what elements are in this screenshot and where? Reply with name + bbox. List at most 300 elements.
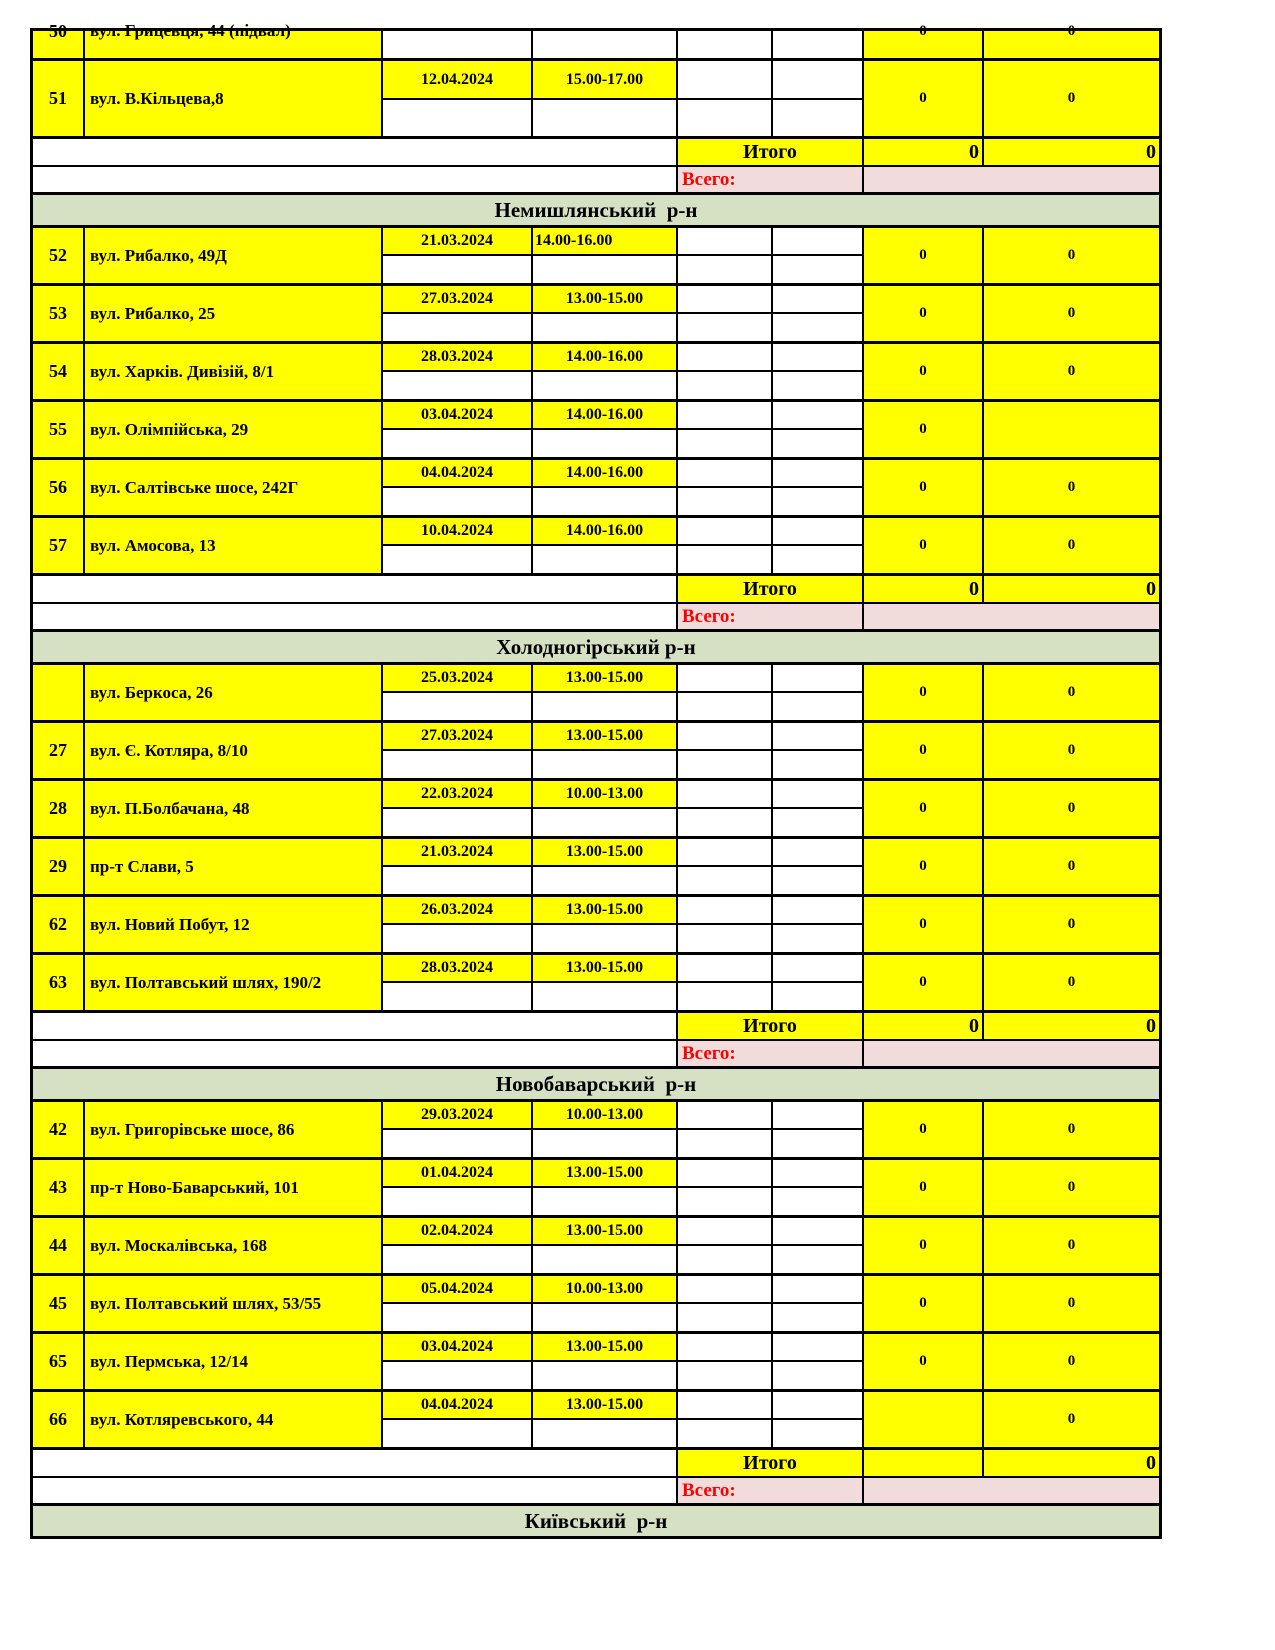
date-cell-value: 28.03.2024 [383, 344, 531, 372]
time-cell-value: 13.00-15.00 [533, 286, 676, 314]
table-row [33, 897, 1159, 955]
blank-cell [773, 61, 864, 136]
blank-cell-value [773, 955, 862, 983]
row-number-cell: 44 [33, 1218, 85, 1273]
count-cell: 0 [864, 723, 984, 778]
count-cell: 0 [864, 61, 984, 136]
blank-cell [773, 1218, 864, 1273]
blank-cell-value [773, 897, 862, 925]
blank-cell [773, 839, 864, 894]
date-cell-value: 12.04.2024 [383, 61, 531, 100]
vsego-value-cell [864, 604, 1159, 629]
blank-cell [773, 781, 864, 836]
blank-cell [773, 1392, 864, 1447]
time-cell [533, 286, 678, 341]
count-cell: 0 [864, 1102, 984, 1157]
time-cell [533, 402, 678, 457]
count-cell: 0 [984, 897, 1159, 952]
itogo-value: 0 [864, 139, 984, 165]
blank-cell [678, 723, 773, 778]
blank-cell-empty [678, 488, 771, 515]
count-cell: 0 [984, 665, 1159, 720]
blank-cell [773, 518, 864, 573]
address-cell-text: вул. Грицевця, 44 (підвал) [90, 21, 291, 40]
blank-cell-value [678, 781, 771, 809]
date-cell-value: 26.03.2024 [383, 897, 531, 925]
blank-cell-value [773, 228, 862, 256]
table-row [33, 1160, 1159, 1218]
blank-cell-value [678, 723, 771, 751]
blank-cell-value [678, 286, 771, 314]
vsego-label: Всего: [678, 167, 864, 192]
blank-cell-value [678, 1102, 771, 1130]
address-cell: вул. Новий Побут, 12 [85, 897, 383, 952]
blank-cell-value [678, 839, 771, 867]
vsego-row [33, 1041, 1159, 1069]
district-header: Новобаварський р-н [33, 1069, 1159, 1099]
count-cell: 0 [864, 955, 984, 1010]
time-cell-empty [533, 983, 676, 1010]
vsego-value-cell [864, 167, 1159, 192]
date-cell [383, 665, 533, 720]
time-cell-empty [533, 1420, 676, 1447]
itogo-value: 0 [864, 1013, 984, 1039]
date-cell-value: 04.04.2024 [383, 460, 531, 488]
address-cell: вул. Рибалко, 49Д [85, 228, 383, 283]
blank-cell [773, 344, 864, 399]
blank-cell [678, 897, 773, 952]
itogo-value: 0 [864, 576, 984, 602]
time-cell-value: 15.00-17.00 [533, 61, 676, 100]
blank-cell-empty [773, 1130, 862, 1157]
itogo-label: Итого [678, 139, 864, 165]
district-header-row [33, 195, 1159, 228]
time-cell [533, 1218, 678, 1273]
count-cell: 0 [984, 839, 1159, 894]
blank-cell [773, 228, 864, 283]
date-cell-empty [383, 1246, 531, 1273]
blank-cell-value [678, 61, 771, 100]
time-cell-empty [533, 430, 676, 457]
itogo-value [864, 1450, 984, 1476]
blank-cell-value [773, 1160, 862, 1188]
blank-cell-empty [678, 430, 771, 457]
district-header: Київський р-н [33, 1506, 1159, 1536]
blank-cell-value [678, 1218, 771, 1246]
blank-cell-empty [773, 1188, 862, 1215]
time-cell [533, 344, 678, 399]
blank-cell-empty [773, 100, 862, 136]
count-cell [864, 1392, 984, 1447]
time-cell [533, 955, 678, 1010]
count-cell: 0 [984, 1160, 1159, 1215]
blank-cell-value [773, 781, 862, 809]
blank-cell-value [678, 897, 771, 925]
count-cell: 0 [984, 286, 1159, 341]
vsego-value-cell [864, 1478, 1159, 1503]
address-cell: вул. Полтавський шлях, 53/55 [85, 1276, 383, 1331]
table-row [33, 61, 1159, 139]
table-row [33, 665, 1159, 723]
date-cell [383, 518, 533, 573]
blank-cell-value [678, 1160, 771, 1188]
time-cell [533, 665, 678, 720]
count-cell: 0 [984, 518, 1159, 573]
date-cell-empty [383, 100, 531, 136]
date-cell-empty [383, 430, 531, 457]
blank-cell-empty [773, 925, 862, 952]
date-cell [383, 955, 533, 1010]
blank-cell-value [678, 665, 771, 693]
blank-cell-empty [678, 1420, 771, 1447]
blank-cell-value [678, 1334, 771, 1362]
date-cell-empty [383, 256, 531, 283]
count-cell: 0 [984, 781, 1159, 836]
vsego-row [33, 1478, 1159, 1506]
itogo-label: Итого [678, 1013, 864, 1039]
vsego-blank-cell [33, 1041, 678, 1066]
count-cell: 0 [984, 61, 1159, 136]
table-row [33, 228, 1159, 286]
vsego-value-cell [864, 1041, 1159, 1066]
district-header-row [33, 1506, 1159, 1539]
row-number-cell: 45 [33, 1276, 85, 1331]
time-cell-empty [533, 256, 676, 283]
blank-cell-empty [678, 100, 771, 136]
row-number-cell: 29 [33, 839, 85, 894]
time-cell-empty [533, 1304, 676, 1331]
date-cell-value: 03.04.2024 [383, 402, 531, 430]
itogo-value: 0 [984, 139, 1159, 165]
date-cell-empty [383, 751, 531, 778]
time-cell-value: 13.00-15.00 [533, 1218, 676, 1246]
blank-cell-value [773, 1218, 862, 1246]
row-number-cell: 51 [33, 61, 85, 136]
time-cell [533, 61, 678, 136]
itogo-row [33, 139, 1159, 167]
date-cell-value: 10.04.2024 [383, 518, 531, 546]
table-row [33, 1102, 1159, 1160]
date-cell-value: 05.04.2024 [383, 1276, 531, 1304]
address-cell: вул. Рибалко, 25 [85, 286, 383, 341]
table-row [33, 839, 1159, 897]
blank-cell [678, 1392, 773, 1447]
count-cell: 0 [864, 1218, 984, 1273]
vsego-blank-cell [33, 604, 678, 629]
blank-cell-value [678, 460, 771, 488]
blank-cell [773, 1334, 864, 1389]
date-cell [383, 1392, 533, 1447]
district-header-row [33, 632, 1159, 665]
vsego-label: Всего: [678, 1041, 864, 1066]
address-cell: пр-т Ново-Баварський, 101 [85, 1160, 383, 1215]
time-cell-empty [533, 546, 676, 573]
date-cell-value: 22.03.2024 [383, 781, 531, 809]
row-number-cell: 42 [33, 1102, 85, 1157]
blank-cell [678, 518, 773, 573]
blank-cell-value [678, 1392, 771, 1420]
blank-cell-value [773, 839, 862, 867]
count-cell: 0 [984, 460, 1159, 515]
blank-cell-empty [773, 372, 862, 399]
row-number-cell-text: 50 [49, 21, 67, 41]
date-cell-empty [383, 488, 531, 515]
address-cell: вул. Салтівське шосе, 242Г [85, 460, 383, 515]
blank-cell-empty [678, 256, 771, 283]
count-cell: 0 [864, 228, 984, 283]
blank-cell-empty [773, 1246, 862, 1273]
blank-cell [678, 1102, 773, 1157]
vsego-blank-cell [33, 167, 678, 192]
itogo-value: 0 [984, 576, 1159, 602]
count-cell: 0 [864, 518, 984, 573]
blank-cell-empty [773, 751, 862, 778]
table-row [33, 723, 1159, 781]
address-cell: вул. В.Кільцева,8 [85, 61, 383, 136]
date-cell [383, 1102, 533, 1157]
date-cell [383, 1334, 533, 1389]
count-cell: 0 [984, 1218, 1159, 1273]
date-cell-empty [383, 1304, 531, 1331]
blank-cell [773, 402, 864, 457]
vsego-label: Всего: [678, 1478, 864, 1503]
date-cell-empty [383, 1188, 531, 1215]
date-cell-value: 21.03.2024 [383, 228, 531, 256]
address-cell: вул. Москалівська, 168 [85, 1218, 383, 1273]
date-cell-empty [383, 809, 531, 836]
time-cell [533, 1102, 678, 1157]
count-cell: 0 [984, 1276, 1159, 1331]
itogo-value: 0 [984, 1013, 1159, 1039]
date-cell-value: 25.03.2024 [383, 665, 531, 693]
row-number-cell: 54 [33, 344, 85, 399]
count-cell: 0 [864, 1160, 984, 1215]
blank-cell-value [678, 518, 771, 546]
itogo-value: 0 [984, 1450, 1159, 1476]
blank-cell-empty [678, 983, 771, 1010]
date-cell-empty [383, 867, 531, 894]
blank-cell [678, 1276, 773, 1331]
row-number-cell: 27 [33, 723, 85, 778]
blank-cell [678, 61, 773, 136]
time-cell-empty [533, 100, 676, 136]
blank-cell-empty [678, 751, 771, 778]
count-cell: 0 [864, 344, 984, 399]
time-cell-value: 14.00-16.00 [533, 228, 676, 256]
count-cell: 0 [864, 1276, 984, 1331]
count-cell: 0 [864, 781, 984, 836]
blank-cell-empty [678, 809, 771, 836]
address-cell: вул. Котляревського, 44 [85, 1392, 383, 1447]
date-cell-empty [383, 1362, 531, 1389]
blank-cell [678, 344, 773, 399]
date-cell-empty [383, 314, 531, 341]
time-cell-empty [533, 31, 678, 58]
blank-cell [773, 286, 864, 341]
count-cell: 0 [984, 1334, 1159, 1389]
count-cell: 0 [864, 839, 984, 894]
blank-cell-value [678, 1276, 771, 1304]
table-row-clipped [33, 21, 1159, 61]
time-cell [533, 228, 678, 283]
table-row [33, 781, 1159, 839]
time-cell-value: 10.00-13.00 [533, 1102, 676, 1130]
itogo-blank-cell [33, 1013, 678, 1039]
blank-cell-value [773, 344, 862, 372]
itogo-label: Итого [678, 576, 864, 602]
table-row [33, 344, 1159, 402]
vsego-label: Всего: [678, 604, 864, 629]
table-row [33, 1392, 1159, 1450]
itogo-label: Итого [678, 1450, 864, 1476]
date-cell [383, 723, 533, 778]
blank-cell-empty [773, 488, 862, 515]
blank-cell-value [678, 228, 771, 256]
blank-cell-empty [773, 693, 862, 720]
count-cell: 0 [864, 460, 984, 515]
date-cell [383, 781, 533, 836]
blank-cell-empty [678, 693, 771, 720]
blank-cell [773, 1160, 864, 1215]
time-cell [533, 897, 678, 952]
blank-cell-empty [678, 372, 771, 399]
blank-cell-empty [773, 430, 862, 457]
blank-cell-value [678, 402, 771, 430]
date-cell-empty [383, 372, 531, 399]
blank-cell-value [773, 286, 862, 314]
itogo-row [33, 576, 1159, 604]
row-number-cell: 52 [33, 228, 85, 283]
time-cell-empty [533, 372, 676, 399]
blank-cell [773, 897, 864, 952]
date-cell-value: 04.04.2024 [383, 1392, 531, 1420]
time-cell-empty [533, 488, 676, 515]
row-number-cell: 28 [33, 781, 85, 836]
blank-cell [773, 1276, 864, 1331]
date-cell [383, 839, 533, 894]
blank-cell-empty [678, 1188, 771, 1215]
row-number-cell: 55 [33, 402, 85, 457]
blank-cell-empty [773, 1362, 862, 1389]
blank-cell-value [678, 344, 771, 372]
date-cell [383, 897, 533, 952]
blank-cell-empty [773, 256, 862, 283]
time-cell-value: 13.00-15.00 [533, 1334, 676, 1362]
blank-cell-empty [773, 1420, 862, 1447]
count-cell [984, 23, 1159, 58]
date-cell [383, 1160, 533, 1215]
date-cell [383, 61, 533, 136]
date-cell [383, 460, 533, 515]
time-cell-empty [533, 314, 676, 341]
date-cell-empty [383, 925, 531, 952]
blank-cell [678, 1160, 773, 1215]
blank-cell [678, 1334, 773, 1389]
blank-cell-empty [773, 546, 862, 573]
time-cell-value: 13.00-15.00 [533, 1392, 676, 1420]
district-header: Немишлянський р-н [33, 195, 1159, 225]
date-cell-empty [383, 1130, 531, 1157]
time-cell-value: 13.00-15.00 [533, 665, 676, 693]
blank-cell-value [773, 1276, 862, 1304]
district-header-row [33, 1069, 1159, 1102]
address-cell: вул. Григорівське шосе, 86 [85, 1102, 383, 1157]
time-cell [533, 1276, 678, 1331]
time-cell-empty [533, 1362, 676, 1389]
date-cell-empty [383, 546, 531, 573]
blank-cell-value [773, 402, 862, 430]
table-row [33, 518, 1159, 576]
address-cell: вул. Полтавський шлях, 190/2 [85, 955, 383, 1010]
blank-cell [678, 665, 773, 720]
itogo-row [33, 1013, 1159, 1041]
blank-cell [678, 781, 773, 836]
time-cell-value: 13.00-15.00 [533, 723, 676, 751]
row-number-cell [33, 665, 85, 720]
blank-cell [678, 228, 773, 283]
row-number-cell: 57 [33, 518, 85, 573]
row-number-cell: 62 [33, 897, 85, 952]
blank-cell [678, 402, 773, 457]
date-cell [383, 1276, 533, 1331]
time-cell-empty [533, 809, 676, 836]
itogo-blank-cell [33, 1450, 678, 1476]
vsego-row [33, 167, 1159, 195]
blank-cell-empty [678, 546, 771, 573]
table-row [33, 1334, 1159, 1392]
address-cell: вул. Є. Котляра, 8/10 [85, 723, 383, 778]
vsego-row [33, 604, 1159, 632]
count-cell: 0 [984, 344, 1159, 399]
time-cell [533, 723, 678, 778]
time-cell-value: 14.00-16.00 [533, 460, 676, 488]
date-cell-value: 02.04.2024 [383, 1218, 531, 1246]
time-cell-value: 14.00-16.00 [533, 344, 676, 372]
blank-cell [678, 31, 773, 58]
time-cell [533, 460, 678, 515]
itogo-blank-cell [33, 576, 678, 602]
row-number-cell: 65 [33, 1334, 85, 1389]
blank-cell [678, 955, 773, 1010]
blank-cell [773, 31, 864, 58]
itogo-blank-cell [33, 139, 678, 165]
date-cell [383, 344, 533, 399]
date-cell-value: 01.04.2024 [383, 1160, 531, 1188]
time-cell [533, 781, 678, 836]
time-cell-value: 13.00-15.00 [533, 839, 676, 867]
date-cell-value: 27.03.2024 [383, 286, 531, 314]
count-cell: 0 [984, 955, 1159, 1010]
date-cell-value: 28.03.2024 [383, 955, 531, 983]
address-cell: вул. Харків. Дивізій, 8/1 [85, 344, 383, 399]
time-cell-value: 14.00-16.00 [533, 518, 676, 546]
date-cell [383, 286, 533, 341]
address-cell: вул. Амосова, 13 [85, 518, 383, 573]
address-cell: вул. П.Болбачана, 48 [85, 781, 383, 836]
address-cell: вул. Олімпійська, 29 [85, 402, 383, 457]
time-cell [533, 1160, 678, 1215]
count-cell: 0 [864, 1334, 984, 1389]
time-cell-empty [533, 1130, 676, 1157]
address-cell [85, 21, 383, 58]
table-row [33, 286, 1159, 344]
blank-cell-value [773, 61, 862, 100]
blank-cell-empty [678, 1130, 771, 1157]
date-cell-value: 21.03.2024 [383, 839, 531, 867]
date-cell [383, 1218, 533, 1273]
blank-cell [773, 723, 864, 778]
date-cell-empty [383, 983, 531, 1010]
